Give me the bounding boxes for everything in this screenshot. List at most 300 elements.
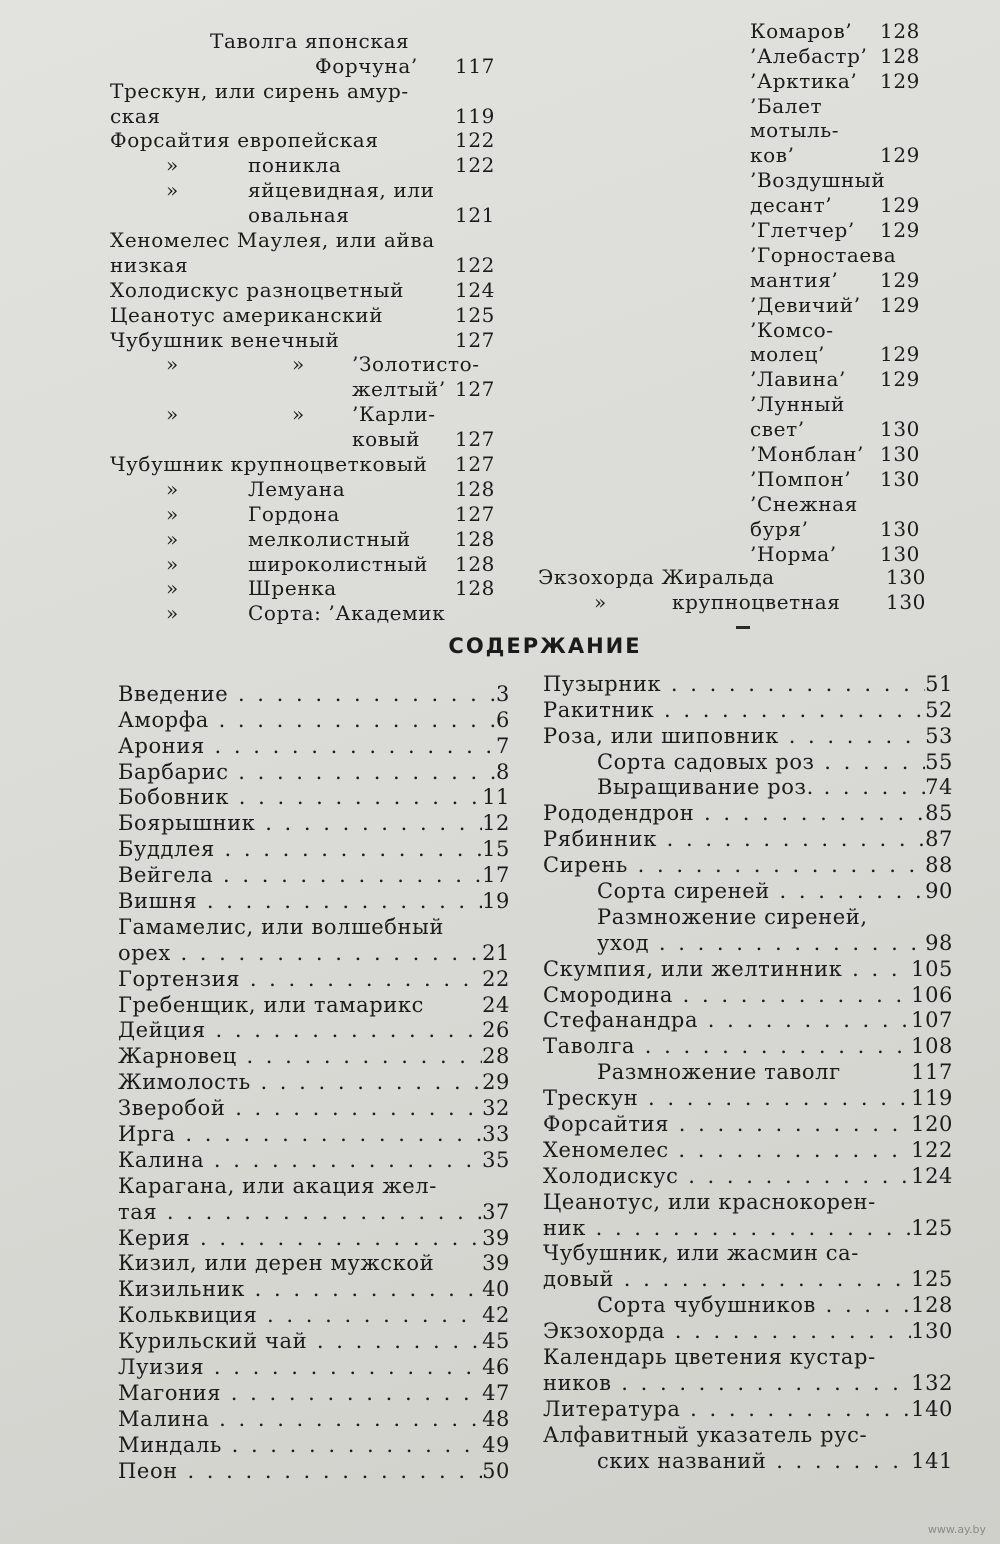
toc-entry-row <box>543 799 953 825</box>
index-entry-row <box>750 391 920 416</box>
index-entry-row <box>110 128 495 153</box>
toc-heading: СОДЕРЖАНИЕ <box>448 634 642 658</box>
toc-entry-row <box>543 1032 953 1058</box>
index-entry-title <box>110 601 495 625</box>
index-entry-row <box>110 277 495 302</box>
index-entry-text: ’Карли- <box>352 402 436 427</box>
toc-entry-text: Боярышник <box>118 811 256 836</box>
toc-entry-page-number: 3 <box>496 681 510 706</box>
toc-entry-page-number: 90 <box>925 879 953 904</box>
index-entry-text: Цеанотус американский <box>110 302 384 327</box>
toc-entry-row <box>543 1265 953 1291</box>
index-entry-text: Чубушник крупноцветковый <box>110 452 428 477</box>
index-entry-row <box>110 476 495 501</box>
toc-left-column <box>118 680 510 1483</box>
index-entry-page-number: 125 <box>455 302 495 327</box>
toc-entry-row <box>118 913 510 939</box>
index-entry-title <box>750 293 880 317</box>
ditto-mark: » <box>166 153 179 178</box>
index-entry-text: ’Норма’ <box>750 541 837 566</box>
index-entry-title <box>750 44 880 68</box>
toc-entry-page-number: 39 <box>482 1225 510 1250</box>
toc-entry-page-number: 39 <box>482 1251 510 1276</box>
index-entry-text: Экзохорда Жиральда <box>538 564 775 589</box>
toc-entry-text: Кизил, или дерен мужской <box>118 1251 435 1276</box>
index-entry-row <box>750 142 920 167</box>
index-entry-text: мелколистный <box>248 526 411 551</box>
ditto-mark: » <box>166 551 179 576</box>
index-entry-title <box>110 203 455 227</box>
toc-entry-title <box>118 993 482 1017</box>
toc-entry-row <box>118 1094 510 1120</box>
index-entry-page-number: 130 <box>880 417 920 442</box>
toc-entry-row <box>543 722 953 748</box>
toc-entry-page-number: 6 <box>496 707 510 732</box>
index-entry-row <box>110 177 495 202</box>
toc-entry-page-number: 48 <box>482 1406 510 1431</box>
toc-entry-text: Вишня <box>118 889 198 914</box>
toc-entry-text: Кизильник <box>118 1277 245 1302</box>
index-entry-row <box>110 401 495 426</box>
toc-entry-row <box>118 1327 510 1353</box>
toc-entry-page-number: 32 <box>482 1096 510 1121</box>
toc-entry-text: Магония <box>118 1380 222 1405</box>
toc-entry-text: Хеномелес <box>543 1137 669 1162</box>
index-entry-title <box>110 576 455 600</box>
toc-entry-row <box>118 965 510 991</box>
toc-entry-title <box>118 1226 482 1250</box>
index-entry-title <box>110 527 455 551</box>
toc-entry-title <box>118 1407 482 1431</box>
index-entry-title <box>750 318 920 342</box>
index-entry-page-number: 130 <box>880 541 920 566</box>
toc-entry-row <box>118 1275 510 1301</box>
toc-entry-text: Малина <box>118 1406 210 1431</box>
toc-entry-page-number: 74 <box>925 775 953 800</box>
index-entry-page-number: 130 <box>880 466 920 491</box>
index-entry-title <box>538 565 886 589</box>
toc-entry-title <box>543 698 925 722</box>
toc-entry-row <box>543 1188 953 1214</box>
toc-entry-page-number: 40 <box>482 1277 510 1302</box>
index-entry-title <box>110 79 495 103</box>
index-entry-row <box>110 576 495 601</box>
toc-entry-text: Калина <box>118 1147 205 1172</box>
toc-entry-text: Вейгела <box>118 863 214 888</box>
toc-entry-title <box>118 889 482 913</box>
toc-entry-text: Введение <box>118 681 229 706</box>
toc-entry-title <box>543 1345 953 1369</box>
index-entry-title <box>110 402 495 426</box>
toc-entry-page-number: 122 <box>911 1137 953 1162</box>
toc-entry-title <box>543 1397 911 1421</box>
toc-entry-row <box>543 1007 953 1033</box>
index-right-tail <box>538 564 926 614</box>
toc-entry-row <box>118 1224 510 1250</box>
index-entry-text: десант’ <box>750 193 833 218</box>
index-entry-page-number: 127 <box>455 427 495 452</box>
toc-entry-row <box>543 1291 953 1317</box>
toc-entry-title <box>543 1112 911 1136</box>
index-entry-title <box>750 168 920 192</box>
toc-entry-text: Рододендрон <box>543 801 695 826</box>
index-entry-page-number: 128 <box>455 476 495 501</box>
toc-entry-title <box>118 1044 482 1068</box>
index-entry-title <box>750 517 880 541</box>
toc-entry-row <box>118 758 510 784</box>
index-entry-page-number: 128 <box>880 18 920 43</box>
toc-entry-page-number: 26 <box>482 1018 510 1043</box>
toc-entry-page-number: 11 <box>482 785 510 810</box>
toc-entry-row <box>543 1058 953 1084</box>
index-entry-page-number: 122 <box>455 153 495 178</box>
toc-entry-text: Выращивание роз. <box>597 775 814 800</box>
toc-entry-title <box>543 1293 911 1317</box>
index-entry-page-number: 127 <box>455 377 495 402</box>
index-entry-text: ’Монблан’ <box>750 442 864 467</box>
index-entry-row <box>750 68 920 93</box>
toc-entry-title <box>543 1008 911 1032</box>
toc-entry-row <box>543 1110 953 1136</box>
toc-entry-text: Форсайтия <box>543 1112 670 1137</box>
toc-entry-row <box>118 1017 510 1043</box>
index-entry-page-number: 128 <box>455 551 495 576</box>
toc-entry-title <box>543 853 925 877</box>
index-entry-text: яйцевидная, или <box>248 178 435 203</box>
toc-entry-row <box>118 1250 510 1276</box>
index-entry-title <box>750 118 920 142</box>
ditto-mark: » <box>166 402 179 427</box>
index-entry-page-number: 129 <box>880 267 920 292</box>
toc-entry-row <box>118 861 510 887</box>
index-entry-row <box>110 103 495 128</box>
toc-entry-title <box>118 1433 482 1457</box>
toc-entry-row <box>543 851 953 877</box>
index-entry-text: ’Алебастр’ <box>750 43 868 68</box>
index-entry-page-number: 130 <box>880 442 920 467</box>
toc-entry-row <box>118 939 510 965</box>
toc-entry-row <box>118 835 510 861</box>
toc-entry-title <box>543 750 925 774</box>
toc-entry-page-number: 7 <box>496 733 510 758</box>
toc-entry-title <box>543 672 925 696</box>
ditto-mark: » <box>166 352 179 377</box>
toc-entry-row <box>543 1240 953 1266</box>
toc-entry-page-number: 45 <box>482 1329 510 1354</box>
index-entry-page-number: 122 <box>455 128 495 153</box>
index-entry-page-number: 130 <box>880 516 920 541</box>
toc-entry-title <box>118 1174 510 1198</box>
toc-entry-text: ник <box>543 1215 586 1240</box>
toc-entry-text: Карагана, или акация жел- <box>118 1173 437 1198</box>
toc-entry-title <box>118 941 482 965</box>
toc-entry-title <box>543 724 925 748</box>
toc-entry-text: Стефанандра <box>543 1008 699 1033</box>
toc-entry-title <box>118 1148 482 1172</box>
index-entry-title <box>750 467 880 491</box>
toc-entry-row <box>118 1431 510 1457</box>
toc-entry-page-number: 119 <box>911 1086 953 1111</box>
index-entry-text: Сорта: ’Академик <box>248 601 446 626</box>
index-entry-page-number: 117 <box>455 53 495 78</box>
index-entry-text: Лемуана <box>248 476 346 501</box>
index-entry-title <box>110 178 495 202</box>
toc-entry-row <box>118 1042 510 1068</box>
index-entry-text: ков’ <box>750 143 795 168</box>
index-entry-title <box>110 377 455 401</box>
toc-entry-title <box>543 1138 911 1162</box>
index-entry-row <box>110 53 495 78</box>
toc-entry-text: Миндаль <box>118 1432 222 1457</box>
toc-entry-row <box>118 1068 510 1094</box>
index-entry-row <box>110 202 495 227</box>
index-entry-text: ’Золотисто- <box>352 352 480 377</box>
index-entry-row <box>750 242 920 267</box>
index-entry-row <box>538 589 926 614</box>
index-entry-row <box>110 28 495 53</box>
toc-entry-page-number: 12 <box>482 811 510 836</box>
index-entry-page-number: 124 <box>455 277 495 302</box>
index-entry-page-number: 130 <box>886 589 926 614</box>
toc-entry-text: Дейция <box>118 1018 206 1043</box>
index-entry-text: овальная <box>248 203 350 228</box>
toc-entry-title <box>543 1086 911 1110</box>
index-entry-title <box>750 342 880 366</box>
toc-entry-title <box>543 931 925 955</box>
toc-entry-title <box>543 1449 911 1473</box>
toc-entry-text: Холодискус <box>543 1163 679 1188</box>
toc-entry-title <box>118 1096 482 1120</box>
toc-entry-text: Календарь цветения кустар- <box>543 1345 876 1370</box>
toc-entry-title <box>118 1459 482 1483</box>
toc-entry-row <box>118 809 510 835</box>
index-entry-row <box>750 292 920 317</box>
index-entry-page-number: 128 <box>880 43 920 68</box>
index-entry-row <box>750 516 920 541</box>
index-entry-title <box>110 278 455 302</box>
toc-entry-title <box>543 957 911 981</box>
index-entry-text: желтый’ <box>352 377 446 402</box>
index-entry-text: ковый <box>352 427 421 452</box>
toc-entry-title <box>118 708 496 732</box>
toc-entry-row <box>118 1120 510 1146</box>
toc-entry-title <box>543 801 925 825</box>
index-entry-row <box>750 43 920 68</box>
toc-entry-row <box>543 1421 953 1447</box>
toc-entry-title <box>118 760 496 784</box>
index-entry-title <box>750 193 880 217</box>
ditto-mark: » <box>166 526 179 551</box>
index-entry-row <box>110 327 495 352</box>
toc-entry-text: Таволга <box>543 1034 636 1059</box>
index-entry-title <box>750 218 880 242</box>
toc-entry-row <box>543 1447 953 1473</box>
toc-entry-title <box>543 1423 953 1447</box>
index-entry-title <box>110 552 455 576</box>
index-entry-text: ’Лавина’ <box>750 367 846 392</box>
index-entry-page-number: 129 <box>880 218 920 243</box>
index-entry-title <box>750 367 880 391</box>
toc-entry-text: Арония <box>118 733 205 758</box>
index-entry-title <box>750 94 920 118</box>
toc-entry-text: Роза, или шиповник <box>543 723 780 748</box>
toc-entry-title <box>118 1070 482 1094</box>
toc-entry-text: Жимолость <box>118 1070 251 1095</box>
index-entry-page-number: 129 <box>880 143 920 168</box>
index-entry-page-number: 130 <box>886 564 926 589</box>
toc-entry-text: Ракитник <box>543 697 655 722</box>
toc-entry-row <box>118 1146 510 1172</box>
index-entry-row <box>750 192 920 217</box>
toc-entry-row <box>543 877 953 903</box>
toc-entry-row <box>543 1343 953 1369</box>
toc-entry-row <box>543 1214 953 1240</box>
toc-entry-row <box>118 1301 510 1327</box>
toc-entry-page-number: 37 <box>482 1199 510 1224</box>
index-entry-row <box>750 491 920 516</box>
index-entry-page-number: 122 <box>455 252 495 277</box>
toc-entry-title <box>118 734 496 758</box>
index-entry-row <box>110 426 495 451</box>
toc-entry-row <box>118 1198 510 1224</box>
index-entry-page-number: 129 <box>880 193 920 218</box>
toc-entry-title <box>543 983 911 1007</box>
toc-entry-title <box>543 1060 911 1084</box>
toc-entry-page-number: 55 <box>925 749 953 774</box>
toc-entry-text: Скумпия, или желтинник <box>543 956 843 981</box>
toc-entry-title <box>118 682 496 706</box>
toc-right-column <box>543 670 953 1473</box>
toc-entry-title <box>118 967 482 991</box>
toc-entry-row <box>543 1317 953 1343</box>
toc-entry-page-number: 125 <box>911 1267 953 1292</box>
index-entry-page-number: 119 <box>455 103 495 128</box>
toc-entry-text: тая <box>118 1199 158 1224</box>
index-entry-title <box>750 542 880 566</box>
toc-entry-text: Смородина <box>543 982 673 1007</box>
index-entry-page-number: 127 <box>455 452 495 477</box>
index-entry-title <box>538 590 886 614</box>
toc-entry-row <box>543 825 953 851</box>
toc-entry-row <box>118 1405 510 1431</box>
index-entry-row <box>750 217 920 242</box>
toc-entry-text: Чубушник, или жасмин са- <box>543 1241 859 1266</box>
index-entry-title <box>110 104 455 128</box>
index-entry-title <box>750 492 920 516</box>
ditto-mark: » <box>166 178 179 203</box>
index-entry-page-number: 128 <box>455 576 495 601</box>
toc-entry-text: Алфавитный указатель рус- <box>543 1422 868 1447</box>
toc-entry-title <box>543 905 953 929</box>
toc-entry-title <box>118 785 482 809</box>
index-entry-title <box>110 153 455 177</box>
toc-entry-text: Луизия <box>118 1355 205 1380</box>
toc-entry-text: Размножение таволг <box>597 1060 841 1085</box>
toc-entry-title <box>118 1329 482 1353</box>
index-entry-page-number: 129 <box>880 292 920 317</box>
index-entry-title <box>110 228 495 252</box>
toc-entry-page-number: 141 <box>911 1448 953 1473</box>
ditto-mark: » <box>166 601 179 626</box>
toc-entry-title <box>118 1355 482 1379</box>
toc-entry-page-number: 125 <box>911 1215 953 1240</box>
index-entry-text: широколистный <box>248 551 428 576</box>
index-entry-title <box>110 29 495 53</box>
index-entry-text: крупноцветная <box>672 589 841 614</box>
toc-entry-page-number: 33 <box>482 1122 510 1147</box>
toc-entry-text: Буддлея <box>118 837 215 862</box>
index-entry-row <box>750 267 920 292</box>
toc-entry-page-number: 132 <box>911 1370 953 1395</box>
toc-entry-title <box>118 1018 482 1042</box>
toc-entry-title <box>543 775 925 799</box>
index-entry-text: буря’ <box>750 516 809 541</box>
separator-dash <box>736 626 750 629</box>
toc-entry-text: Сорта сиреней <box>597 879 770 904</box>
index-entry-row <box>538 564 926 589</box>
index-entry-text: ’Девичий’ <box>750 292 861 317</box>
toc-entry-page-number: 130 <box>911 1319 953 1344</box>
index-entry-row <box>750 366 920 391</box>
toc-entry-page-number: 42 <box>482 1303 510 1328</box>
toc-entry-text: Трескун <box>543 1086 639 1111</box>
index-entry-title <box>110 328 455 352</box>
toc-entry-row <box>118 1353 510 1379</box>
toc-entry-page-number: 35 <box>482 1147 510 1172</box>
index-entry-text: ’Снежная <box>750 491 858 516</box>
index-left-column <box>110 28 495 625</box>
toc-entry-title <box>543 827 925 851</box>
toc-entry-page-number: 21 <box>482 940 510 965</box>
ditto-mark: » <box>166 476 179 501</box>
index-entry-title <box>110 54 455 78</box>
toc-entry-page-number: 98 <box>925 930 953 955</box>
index-entry-row <box>750 167 920 192</box>
index-entry-row <box>750 466 920 491</box>
index-entry-page-number: 121 <box>455 203 495 228</box>
index-entry-page-number: 127 <box>455 327 495 352</box>
toc-entry-text: Зверобой <box>118 1096 226 1121</box>
index-entry-page-number: 129 <box>880 342 920 367</box>
index-entry-page-number: 128 <box>455 526 495 551</box>
toc-entry-page-number: 24 <box>482 992 510 1017</box>
index-entry-row <box>750 18 920 43</box>
toc-entry-page-number: 85 <box>925 801 953 826</box>
ditto-mark: » <box>292 402 305 427</box>
toc-entry-text: Размножение сиреней, <box>597 904 868 929</box>
toc-entry-title <box>543 1034 911 1058</box>
toc-entry-title <box>118 1200 482 1224</box>
toc-entry-text: Бобовник <box>118 785 230 810</box>
toc-entry-page-number: 88 <box>925 853 953 878</box>
index-entry-title <box>750 19 880 43</box>
toc-entry-row <box>118 732 510 758</box>
toc-entry-row <box>543 903 953 929</box>
index-entry-text: ’Арктика’ <box>750 68 858 93</box>
index-entry-title <box>110 303 455 327</box>
toc-entry-title <box>118 1381 482 1405</box>
toc-entry-page-number: 22 <box>482 966 510 991</box>
toc-entry-row <box>543 929 953 955</box>
toc-entry-page-number: 87 <box>925 827 953 852</box>
toc-entry-text: Гортензия <box>118 966 241 991</box>
index-entry-text: Шренка <box>248 576 337 601</box>
toc-entry-row <box>118 680 510 706</box>
index-entry-row <box>750 342 920 367</box>
toc-entry-text: Кольквиция <box>118 1303 258 1328</box>
toc-entry-title <box>118 1251 482 1275</box>
index-entry-text: ская <box>110 103 161 128</box>
